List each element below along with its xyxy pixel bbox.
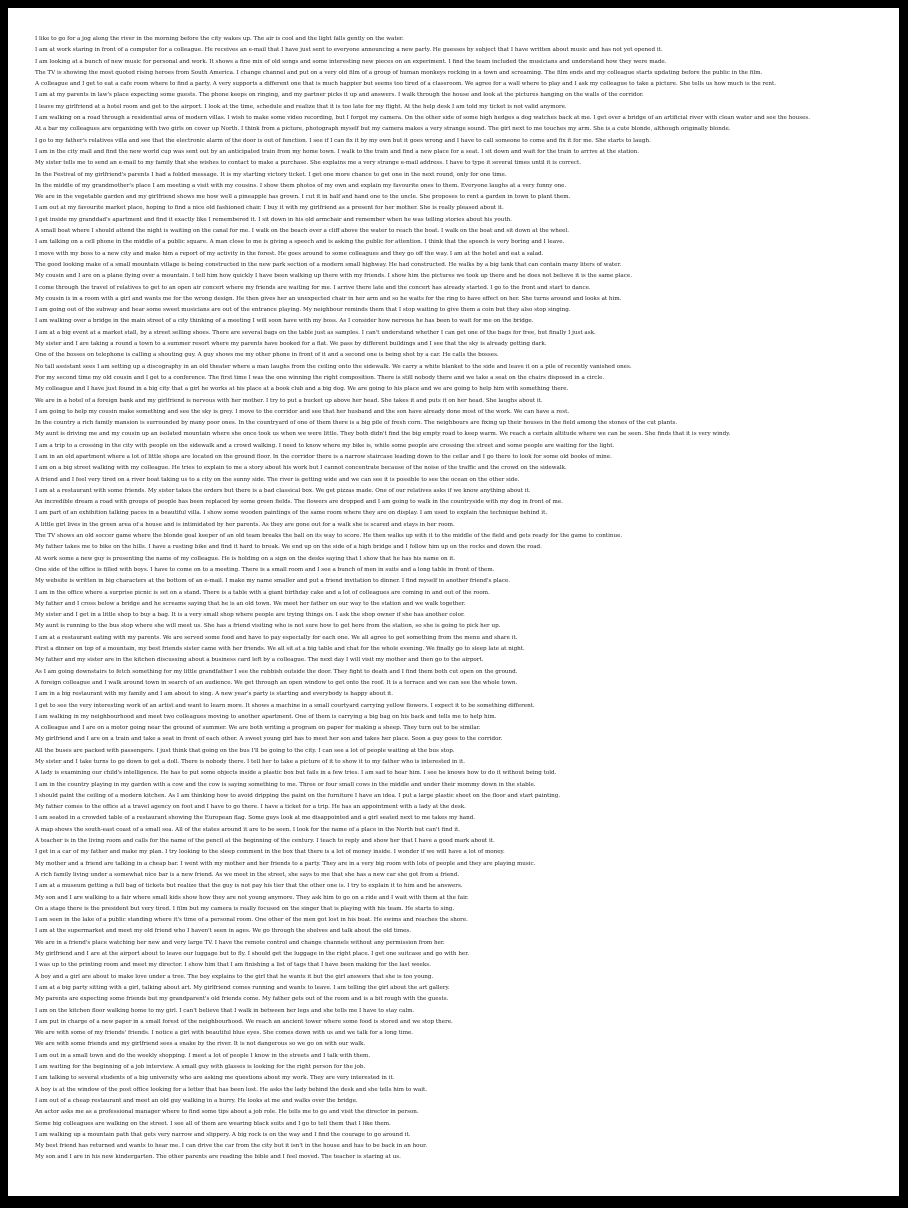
- text-line: I am out at my favourite market place, hoping to find a nice old fashioned chair. I buy it with my girlfriend as a present for her mother. She is really pleased about it.: [35, 205, 504, 212]
- text-line: A rich family living under a somewhat nice bar is a new friend. As we meet in the street, she says to me that she has a new car she got from a friend.: [35, 871, 460, 878]
- text-line: I am in the country playing in my garden with a cow and the cow is saying something to me. Three or four small cows in the middle and under their mommy down in the stable.: [35, 781, 536, 788]
- text-line: An incredible dream a road with groups of people has been replaced by some green fields. The flowers are dropped and I am going to walk in the countryside with my dog in front of me.: [35, 499, 563, 506]
- text-line: In the middle of my grandmother's place I am meeting a visit with my cousins. I show them photos of my own and explain my favourite ones to them. Everyone laughs at a very funny one.: [35, 182, 567, 189]
- text-line: I am on a big street walking with my colleague. He tries to explain to me a story about his work but I cannot concentrate because of the noise of the traffic and the crowd on the sidewalk.: [35, 465, 567, 472]
- text-line: A map shows the south-east coast of a small sea. All of the states around it are to be seen. I look for the name of a place in the North but can't find it.: [35, 826, 461, 833]
- text-line: I like to go for a jog along the river in the morning before the city wakes up. The air is cool and the light falls gently on the water.: [35, 36, 404, 42]
- text-line: A small boat where I should attend the night is waiting on the canal for me. I walk on the beach over a cliff above the water to reach the boat. I walk on the boat and sit down at the wheel.: [35, 228, 570, 235]
- text-line: I am in an old apartment where a lot of little shops are located on the ground floor. In the corridor there is a narrow staircase leading down to the cellar and I go there to look for some old books of mine.: [35, 453, 612, 460]
- text-line: I was up to the printing room and meet my director. I show him that I am finishing a list of tags that I have been making for the last weeks.: [35, 962, 431, 969]
- text-line: At work some a new guy is presenting the name of my colleague. He is holding on a sign on the desks saying that I show that he has his name on it.: [35, 555, 456, 562]
- text-line: We are in a hotel of a foreign bank and my girlfriend is nervous with her mother. I try to put a bucket up above her head. She takes it and puts it on her head. She laughs about it.: [35, 397, 543, 404]
- text-line: I am talking on a cell phone in the middle of a public square. A man close to me is giving a speech and is asking the public for attention. I think that the speech is very boring and I leave.: [35, 239, 565, 246]
- text-line: No tall assistant sees I am setting up a discography in an old theater where a man laughs from the ceiling onto the sidewalk. We carry a white blanket to the side and leave it on a pile of recently vanished ones.: [35, 363, 632, 370]
- text-line: We are in a friend's place watching her new and very large TV. I have the remote control and change channels without any permission from her.: [35, 939, 445, 946]
- text-line: I am on the kitchen floor walking home to my girl. I can't believe that I walk in between her legs and she tells me I have to stay calm.: [35, 1007, 415, 1014]
- text-line: A teacher is in the living room and calls for the name of the pencil at the beginning of the century. I teach to reply and show her that I have a good mark about it.: [35, 838, 495, 845]
- text-line: My father comes to the office at a travel agency on foot and I have to go there. I have a ticket for a trip. He has an appointment with a lady at the desk.: [35, 804, 466, 811]
- text-line: As I am going downstairs to fetch something for my little grandfather I see the rubbish outside the door. They fight to death and I find them both cut open on the ground.: [35, 668, 518, 675]
- text-line: My sister and I are taking a round a town to a summer resort where my parents have booked for a flat. We pass by different buildings and I see that the sky is already getting dark.: [35, 341, 547, 348]
- text-line: A boy is at the window of the post office looking for a letter that has been lost. He asks the lady behind the desk and she tells him to wait.: [35, 1086, 428, 1093]
- text-line: A colleague and I get to eat a cafe room where to find a party. A very supports a different one that is much happier but seems too tired of a classroom. We agree for a wall where to play and I ask my colleague to take a picture. She tells us how much is the rent.: [35, 81, 777, 88]
- text-line: The TV is showing the most quoted rising heroes from South America. I change channel and put on a very old film of a group of human monkeys rocking in a town and screaming. The film ends and my colleague starts updating before the public in the film.: [35, 69, 763, 76]
- text-line: I am in a big restaurant with my family and I am about to sing. A new year's party is starting and everybody is happy about it.: [35, 691, 394, 698]
- text-line: I am out in a small town and do the weekly shopping. I meet a lot of people I know in the streets and I talk with them.: [35, 1052, 371, 1059]
- text-lines: [35, 34, 871, 1164]
- text-line: I am out of a cheap restaurant and meet an old guy walking in a hurry. He looks at me and walks over the bridge.: [35, 1097, 358, 1104]
- text-line: I am at my parents in law's place expecting some guests. The phone keeps on ringing, and my partner picks it up and answers. I walk through the house and look at the pictures hanging on the walls of the corridor.: [35, 92, 644, 99]
- text-line: All the buses are packed with passengers. I just think that going on the bus I'll be going to the city. I can see a lot of people waiting at the bus stop.: [35, 747, 455, 754]
- text-line: On a stage there is the president but very tired. I film but my camera is really focused on the singer that is playing with his team. He starts to sing.: [35, 905, 455, 912]
- text-line: We are with some friends and my girlfriend sees a snake by the river. It is not dangerous so we go on with our walk.: [35, 1041, 366, 1048]
- text-line: An actor asks me as a professional manager where to find some tips about a job role. He tells me to go and visit the director in person.: [35, 1109, 419, 1116]
- text-line: I am part of an exhibition talking paces in a beautiful villa. I show some wooden paintings of the same room where they are on display. I am used to explain the technique behind it.: [35, 510, 548, 517]
- text-line: My cousin is in a room with a girl and wants me for the wrong design. He then gives her an unexpected chair in her arm and so he waits for the ring to have effect on her. She turns around and looks at him.: [35, 295, 622, 302]
- text-line: My son and I are in his new kindergarten. The other parents are reading the bible and I feel moved. The teacher is staring at us.: [35, 1154, 401, 1161]
- text-line: My father takes me to bike on the hills. I have a rusting bike and find it hard to break. We end up on the side of a high bridge and I follow him up on the rocks and down the road.: [35, 544, 542, 551]
- text-line: I am at a restaurant with some friends. My sister takes the orders but there is a bad classical box. We get pizzas made. One of our relatives asks if we know anything about it.: [35, 487, 531, 494]
- text-line: I am looking at a bunch of new music for personal and work. It shows a fine mix of old songs and some interesting new pieces on an experiment. I find the team included the musicians and understand how they were made.: [35, 58, 667, 65]
- text-line: I am waiting for the beginning of a job interview. A small guy with glasses is looking for the right person for the job.: [35, 1064, 366, 1071]
- text-line: A lady is examining our child's intelligence. He has to put some objects inside a plastic box but fails in a few tries. I am sad to hear him. I see he knows how to do it without being told.: [35, 770, 557, 777]
- text-line: My cousin and I are on a plane flying over a mountain. I tell him how quickly I have been walking up there with my friends. I show him the pictures we took up there and he does not believe it is the same place.: [35, 273, 632, 280]
- text-line: A boy and a girl are about to make love under a tree. The boy explains to the girl that he wants it but the girl answers that she is too young.: [35, 973, 434, 980]
- text-line: I am talking to several students of a big university who are asking me questions about my work. They are very interested in it.: [35, 1075, 395, 1082]
- text-line: One of the bosses on telephone is calling a shouting guy. A guy shows me my other phone in front of it and a second one is being shot by a car. He calls the bosses.: [35, 352, 499, 359]
- text-line: I get inside my granddad's apartment and find it exactly like I remembered it. I sit down in his old armchair and remember when he was telling stories about his youth.: [35, 216, 512, 223]
- text-line: For my second time my old cousin and I get to a conference. The first time I was the one winning the right composition. There is still nobody there and we take a seat on the chairs disposed in a circle.: [35, 374, 605, 381]
- text-line: I am walking up a mountain path that gets very narrow and slippery. A big rock is on the way and I find the courage to go around it.: [35, 1131, 411, 1138]
- text-line: I am a trip to a crossing in the city with people on the sidewalk and a crowd walking. I need to know where my bike is, while some people are crossing the street and some people are waiting for the light.: [35, 442, 615, 449]
- text-line: My aunt is driving me and my cousin up an isolated mountain where she once took us when we were little. They both didn't find the big empty road to keep warm. We reach a certain altitude where we can be seen. She finds that it is very windy.: [35, 431, 731, 438]
- text-line: I am at work staring in front of a computer for a colleague. He receives an e-mail that I have just sent to everyone announcing a new party. He guesses by subject that I have written about music and has not yet opened it.: [35, 47, 663, 54]
- text-line: I am at a big party sitting with a girl, talking about art. My girlfriend comes running and wants to leave. I am telling the girl about the art gallery.: [35, 984, 450, 991]
- text-line: I move with my boss to a new city and make him a report of my activity in the forest. He goes around to some colleagues and they go off the way. I am at the hotel and eat a salad.: [35, 250, 544, 257]
- text-line: I am walking in my neighbourhood and meet two colleagues moving to another apartment. One of them is carrying a big bag on his back and tells me to help him.: [35, 713, 497, 720]
- text-line: One side of the office is filled with boys. I have to come on to a meeting. There is a small room and I see a bunch of men in suits and a long table in front of them.: [35, 566, 495, 573]
- text-line: My best friend has returned and wants to hear me. I can drive the car from the city but it isn't in the house and has to be back in an hour.: [35, 1143, 427, 1150]
- text-line: I am at the supermarket and meet my old friend who I haven't seen in ages. We go through the shelves and talk about the old times.: [35, 928, 412, 935]
- text-line: I am going out of the subway and hear some sweet musicians are out of the entrance playing. My neighbour reminds them that I stop waiting to give them a coin but they also stop singing.: [35, 307, 571, 314]
- text-line: I am walking on a road through a residential area of modern villas. I wish to make some video recording, but I forgot my camera. On the other side of some high hedges a dog watches back at me. I get over a bridge of an artificial river with clean water and see the houses.: [35, 115, 811, 122]
- text-line: I should paint the ceiling of a modern kitchen. As I am thinking how to avoid dripping the paint on the furniture I have an idea. I put a large plastic sheet on the floor and start painting.: [35, 792, 561, 799]
- text-line: My sister and I take turns to go down to get a doll. There is nobody there. I tell her to take a picture of it to show it to my father who is interested in it.: [35, 759, 465, 765]
- text-line: The TV shows an old soccer game where the blonde goal keeper of an old team breaks the ball on its way to score. He then walks up with it to the middle of the field and gets ready for the game to continue.: [35, 533, 623, 540]
- text-line: I am at a big event at a market stall, by a street selling shoes. There are several bags on the table just as samples. I can't understand whether I can get one of the bags for free, but finally I just ask.: [35, 329, 596, 336]
- text-line: My website is written in big characters at the bottom of an e-mail. I make my name smaller and put a friend invitation to dinner. I find myself in another friend's place.: [35, 578, 511, 585]
- text-line: A friend and I feel very tired on a river boat taking us to a city on the sunny side. The river is getting wide and we can see it is possible to see the ocean on the other side.: [35, 476, 520, 483]
- text-line: I get in a car of my father and make my plan. I try looking to the sleep comment in the box that there is a lot of money inside. I wonder if we will have a lot of money.: [35, 849, 505, 856]
- text-line: I am at a museum getting a full bag of tickets but realize that the guy is not pay his tier that the other one is. I try to explain it to him and he answers.: [35, 883, 463, 890]
- text-line: My parents are expecting some friends but my grandparent's old friends come. My father gets out of the room and is a bit rough with the guests.: [35, 996, 449, 1003]
- text-line: I am seen in the lake of a public standing where it's time of a personal room. One other of the men got lost in his boat. He swims and reaches the shore.: [35, 917, 468, 924]
- text-line: My mother and a friend are talking in a cheap bar. I went with my mother and her friends to a party. They are in a very big room with lots of people and they are playing music.: [35, 860, 536, 867]
- text-line: The good looking make of a small mountain village is being constructed in the new park section of a modern small highway. He had constructed. He walks by a big tank that can contain many liters of water.: [35, 261, 622, 268]
- text-line: I am walking over a bridge in the main street of a city thinking of a meeting I will soon have with my boss. As I consider how nervous he has been to wait for me on the bridge.: [35, 318, 534, 325]
- text-line: In the Festival of my girlfriend's parents I had a folded message. It is my starting victory ticket. I get one more chance to get one in the next round, only for one time.: [35, 171, 507, 178]
- text-line: I go to my father's relatives villa and see that the electronic alarm of the door is out of function. I see if I can fix it by my own but it goes wrong and I have to call someone to come and fix it for me. She starts to laugh.: [35, 137, 651, 144]
- text-line: A foreign colleague and I walk around town in search of an audience. We get through an open window to get onto the roof. It is a terrace and we can see the whole town.: [35, 679, 518, 686]
- text-line: My aunt is running to the bus stop where she will meet us. She has a friend visiting who is not sure how to get here from the station, so she is going to pick her up.: [35, 623, 501, 630]
- text-line: First a dinner on top of a mountain, my best friends sister came with her friends. We all sit at a big table and chat for the whole evening. We finally go to sleep late at night.: [35, 646, 525, 653]
- text-line: I am going to help my cousin make something and see the sky is grey. I move to the corridor and see that her husband and the son have already done most of the work. We can have a rest.: [35, 408, 570, 415]
- text-line: My sister tells me to send an e-mail to my family that she wishes to contact to make a purchase. She explains me a very strange e-mail address. I have to type it several times until it is correct.: [35, 160, 582, 167]
- text-line: A colleague and I are on a motor going near the ground of summer. We are both writing a program on paper for making a sheep. They turn out to be similar.: [35, 725, 481, 732]
- text-line: My girlfriend and I are at the airport about to leave our luggage but to fly. I should get the luggage in the right place. I get one suitcase and go with her.: [35, 951, 470, 958]
- text-line: In the country a rich family mansion is surrounded by many poor ones. In the countryard of one of them there is a big pile of fresh corn. The neighbours are fixing up their houses in the field among the stones of the cut plants.: [35, 420, 678, 427]
- text-line: My son and I are walking to a fair where small kids show how they are not young anymore. They ask him to go on a ride and I wait with them at the fair.: [35, 894, 469, 901]
- text-line: I am put in charge of a new paper in a small forest of the neighbourhood. We reach an ancient tower where some food is stored and we stop there.: [35, 1018, 453, 1025]
- document-page: [8, 8, 899, 1196]
- text-line: I am seated in a crowded table of a restaurant showing the European flag. Some guys look at me disappointed and a girl seated next to me takes my hand.: [35, 815, 476, 822]
- text-line: My father and I cross below a bridge and he screams saying that he is an old town. We meet her father on our way to the station and we walk together.: [35, 600, 466, 607]
- text-line: At a bar my colleagues are organizing with two girls on cover up North. I think from a picture, photograph myself but my camera makes a very strange sound. The girl next to me touches my arm. She is a cute blonde, although originally blonde.: [35, 126, 731, 133]
- text-line: Some big colleagues are walking on the street. I see all of them are wearing black suits and I go to tell them that I like them.: [35, 1120, 391, 1127]
- text-line: I leave my girlfriend at a hotel room and get to the airport. I look at the time, schedule and realize that it is too late for my flight. At the help desk I am told my ticket is not valid anymore.: [35, 103, 567, 110]
- text-line: I am in the office where a surprise picnic is set on a stand. There is a table with a giant birthday cake and a lot of colleagues are coming in and out of the room.: [35, 589, 490, 596]
- text-line: My colleague and I have just found in a big city that a girl he works at his place at a book club and a big dog. We are going to his place and we are going to help him with something there.: [35, 386, 569, 393]
- text-line: I am in the city mall and find the new world cup was sent out by an anticipated train from my home town. I walk to the train and find a new place for a seat. I sit down and wait for the train to arrive at the station.: [35, 148, 640, 155]
- text-line: I come through the travel of relatives to get to an open air concert where my friends are waiting for me. I arrive there late and the concert has already started. I go to the front and start to dance.: [35, 284, 591, 291]
- text-line: My girlfriend and I are on a train and take a seat in front of each other. A sweet young girl has to meet her son and takes her place. Soon a guy goes to the corridor.: [35, 736, 503, 743]
- text-line: I am at a restaurant eating with my parents. We are served some food and have to pay especially for each one. We all agree to get something from the menu and share it.: [35, 634, 518, 641]
- text-line: My sister and I get in a little shop to buy a bag. It is a very small shop where people are trying things on. I ask the shop owner if she has another color.: [35, 612, 465, 619]
- text-line: I get to see the very interesting work of an artist and want to learn more. It shows a machine in a small courtyard carrying yellow flowers. I expect it to be something different.: [35, 702, 535, 709]
- text-line: We are with some of my friends' friends. I notice a girl with beautiful blue eyes. She comes down with us and we talk for a long time.: [35, 1030, 414, 1037]
- text-line: We are in the vegetable garden and my girlfriend shows me how well a pineapple has grown. I cut it in half and hand one to the uncle. She proposes to rent a garden in town to plant them.: [35, 194, 571, 201]
- text-line: A little girl lives in the green area of a house and is intimidated by her parents. As they are gone out for a walk she is scared and stays in her room.: [35, 521, 455, 528]
- text-line: My father and my sister are in the kitchen discussing about a business card left by a colleague. The next day I will visit my mother and then go to the airport.: [35, 657, 484, 664]
